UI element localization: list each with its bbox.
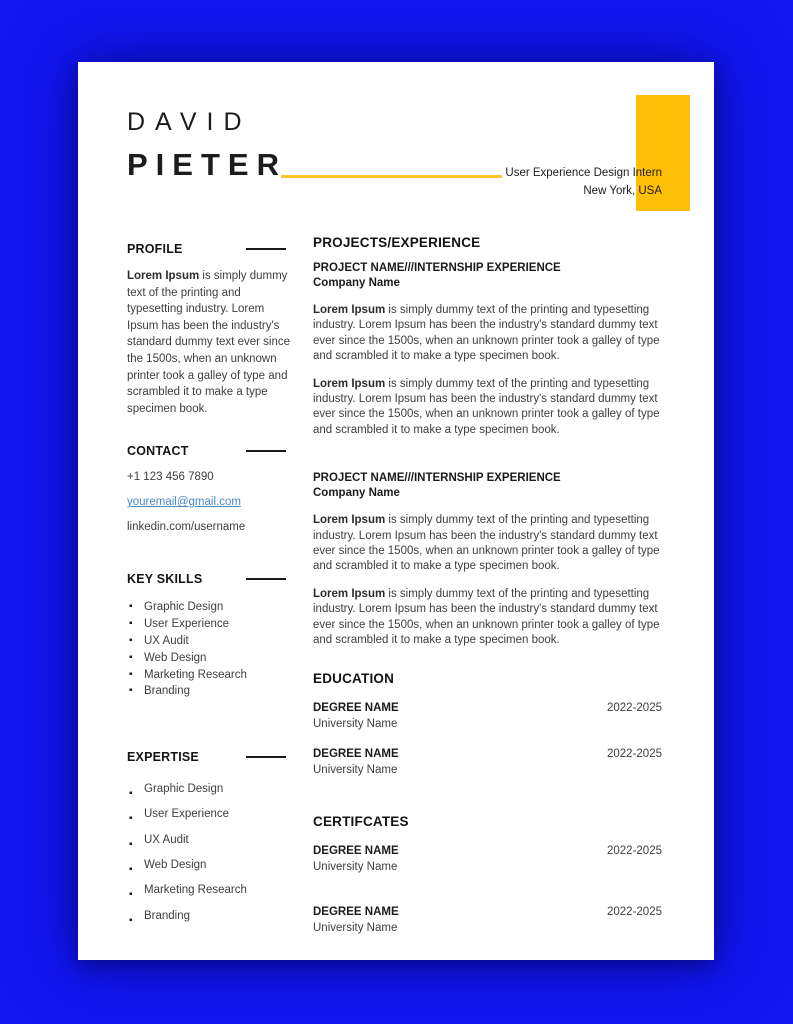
heading-rule [246, 248, 286, 250]
project-entry [313, 471, 662, 648]
linkedin-url: linkedin.com/username [127, 521, 246, 534]
accent-underline [281, 175, 502, 178]
email-row [127, 496, 291, 508]
university-name: University Name [313, 860, 398, 873]
expertise-item: ▪ UX Audit [129, 828, 291, 853]
skill-item: ▪ Graphic Design [129, 599, 291, 616]
project-company: Company Name [313, 277, 400, 289]
profile-heading: PROFILE [127, 242, 183, 256]
education-dates: 2022-2025 [607, 701, 662, 714]
job-title: User Experience Design Intern [505, 167, 662, 179]
paragraph-body: is simply dummy text of the printing and typesetting industry. Lorem Ipsum has been the industry's standard dummy text ever since the 1500s, when an unknown printer took a galley of type and scrambled it to make a type specimen book. [313, 514, 660, 573]
contact-section [127, 444, 291, 533]
expertise-heading-row [127, 750, 291, 764]
education-heading: EDUCATION [313, 670, 395, 686]
paragraph-lead: Lorem Ipsum [313, 304, 386, 316]
email-link[interactable]: youremail@gmail.com [127, 496, 241, 509]
expertise-item: ▪ Branding [129, 904, 291, 929]
profile-text-body: is simply dummy text of the printing and typesetting industry. Lorem Ipsum has been the industry's standard dummy text ever since the 1500s, when an unknown printer took a galley of type and scrambled it to make a type specimen book. [127, 270, 290, 415]
key-skills-list [129, 599, 291, 700]
certificates-heading: CERTIFCATES [313, 813, 409, 829]
profile-text [127, 268, 291, 417]
sidebar [127, 242, 291, 929]
education-entry [313, 746, 662, 778]
project-title: PROJECT NAME///INTERNSHIP EXPERIENCE [313, 472, 561, 485]
expertise-heading: EXPERTISE [127, 750, 199, 765]
project-paragraph [313, 303, 662, 365]
key-skills-heading: KEY SKILLS [127, 572, 203, 587]
paragraph-body: is simply dummy text of the printing and typesetting industry. Lorem Ipsum has been the industry's standard dummy text ever since the 1500s, when an unknown printer took a galley of type and scrambled it to make a type specimen book. [313, 304, 660, 363]
location: New York, USA [583, 185, 662, 197]
projects-section [313, 235, 662, 649]
skill-item: ▪ Web Design [129, 650, 291, 667]
paragraph-lead: Lorem Ipsum [313, 587, 386, 600]
project-title: PROJECT NAME///INTERNSHIP EXPERIENCE [313, 262, 561, 274]
key-skills-heading-row [127, 572, 291, 586]
skill-item: ▪ Branding [129, 683, 291, 700]
heading-rule [246, 756, 286, 758]
education-dates: 2022-2025 [607, 747, 662, 760]
project-paragraph [313, 513, 662, 575]
project-entry [313, 261, 662, 438]
expertise-item: ▪ Web Design [129, 853, 291, 878]
skill-item: ▪ Marketing Research [129, 667, 291, 684]
name-block [127, 110, 287, 180]
first-name: DAVID [127, 108, 252, 136]
project-paragraph [313, 587, 662, 649]
heading-rule [246, 450, 286, 452]
certificates-section [313, 814, 662, 936]
phone-number: +1 123 456 7890 [127, 471, 214, 484]
education-entry-left [313, 700, 399, 732]
university-name: University Name [313, 717, 398, 730]
contact-heading: CONTACT [127, 444, 189, 459]
expertise-item: ▪ Graphic Design [129, 777, 291, 802]
education-section [313, 671, 662, 778]
certificate-entry [313, 904, 662, 936]
projects-heading: PROJECTS/EXPERIENCE [313, 235, 481, 250]
skill-item: ▪ UX Audit [129, 633, 291, 650]
paragraph-body: is simply dummy text of the printing and typesetting industry. Lorem Ipsum has been the industry's standard dummy text ever since the 1500s, when an unknown printer took a galley of type and scrambled it to make a type specimen book. [313, 587, 660, 647]
project-paragraph [313, 377, 662, 439]
profile-text-lead: Lorem Ipsum [127, 270, 200, 282]
certificate-entry [313, 843, 662, 875]
degree-name: DEGREE NAME [313, 701, 399, 714]
expertise-item: ▪ User Experience [129, 802, 291, 827]
certificate-dates: 2022-2025 [607, 905, 662, 918]
key-skills-section [127, 572, 291, 700]
resume-page [78, 62, 714, 960]
main-column [313, 235, 662, 936]
degree-name: DEGREE NAME [313, 844, 399, 857]
expertise-list [129, 777, 291, 929]
project-company: Company Name [313, 487, 400, 500]
certificate-dates: 2022-2025 [607, 844, 662, 857]
header-meta [505, 164, 662, 200]
profile-section [127, 242, 291, 417]
certificate-entry-left [313, 904, 399, 936]
education-entry-left [313, 746, 399, 778]
degree-name: DEGREE NAME [313, 905, 399, 918]
skill-item: ▪ User Experience [129, 616, 291, 633]
expertise-section [127, 750, 291, 929]
heading-rule [246, 578, 286, 580]
university-name: University Name [313, 921, 398, 934]
certificate-entry-left [313, 843, 399, 875]
profile-heading-row [127, 242, 291, 256]
education-entry [313, 700, 662, 732]
expertise-item: ▪ Marketing Research [129, 878, 291, 903]
degree-name: DEGREE NAME [313, 747, 399, 760]
contact-heading-row [127, 444, 291, 458]
last-name: PIETER [127, 147, 287, 182]
university-name: University Name [313, 763, 398, 776]
paragraph-lead: Lorem Ipsum [313, 514, 386, 527]
paragraph-lead: Lorem Ipsum [313, 377, 386, 390]
paragraph-body: is simply dummy text of the printing and typesetting industry. Lorem Ipsum has been the industry's standard dummy text ever since the 1500s, when an unknown printer took a galley of type and scrambled it to make a type specimen book. [313, 377, 660, 436]
